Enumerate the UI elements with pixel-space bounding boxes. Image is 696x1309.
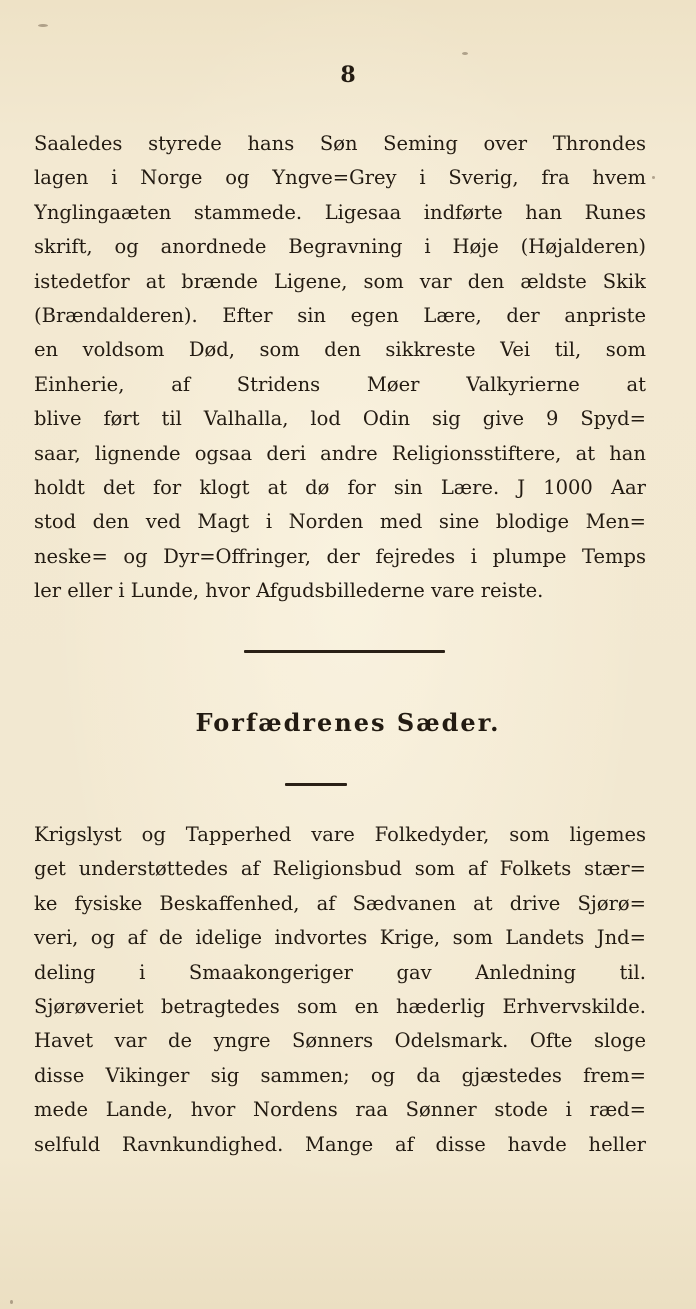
text-line: stod den ved Magt i Norden med sine blodige Men= bbox=[34, 510, 646, 534]
ink-speck bbox=[652, 176, 655, 179]
text-line: Sjørøveriet betragtedes som en hæderlig Erhvervskilde. bbox=[34, 994, 646, 1018]
paragraph-2 bbox=[34, 818, 646, 1162]
text-line: disse Vikinger sig sammen; og da gjæstedes frem= bbox=[34, 1063, 646, 1087]
text-line: Krigslyst og Tapperhed vare Folkedyder, som ligemes bbox=[34, 823, 646, 846]
text-line: skrift, og anordnede Begravning i Høje (Højalderen) bbox=[34, 235, 646, 259]
text-line: mede Lande, hvor Nordens raa Sønner stode i ræd= bbox=[34, 1098, 646, 1122]
text-line: veri, og af de idelige indvortes Krige, som Landets Jnd= bbox=[34, 926, 646, 950]
text-line: lagen i Norge og Yngve=Grey i Sverig, fra hvem bbox=[34, 166, 646, 190]
text-line: holdt det for klogt at dø for sin Lære. J 1000 Aar bbox=[34, 475, 646, 499]
text-line: istedetfor at brænde Ligene, som var den ældste Skik bbox=[34, 269, 646, 293]
divider-rule-short bbox=[285, 783, 347, 786]
text-line: en voldsom Død, som den sikkreste Vei til, som bbox=[34, 338, 646, 362]
text-line: deling i Smaakongeriger gav Anledning til. bbox=[34, 960, 646, 984]
text-line: (Brændalderen). Efter sin egen Lære, der anpriste bbox=[34, 303, 646, 327]
text-line: neske= og Dyr=Offringer, der fejredes i plumpe Temps bbox=[34, 544, 646, 568]
section-heading: Forfædrenes Sæder. bbox=[195, 708, 501, 737]
ink-speck bbox=[38, 24, 48, 27]
ink-speck bbox=[462, 52, 468, 55]
text-line: blive ført til Valhalla, lod Odin sig give 9 Spyd= bbox=[34, 407, 646, 431]
text-line: Einherie, af Stridens Møer Valkyrierne at bbox=[34, 372, 646, 396]
divider-rule bbox=[244, 650, 445, 653]
text-line: get understøttedes af Religionsbud som af Folkets stær= bbox=[34, 857, 646, 881]
ink-speck bbox=[10, 1300, 13, 1304]
text-line: selfuld Ravnkundighed. Mange af disse havde heller bbox=[34, 1132, 646, 1156]
text-line: Havet var de yngre Sønners Odelsmark. Ofte sloge bbox=[34, 1029, 646, 1053]
paragraph-1 bbox=[34, 127, 646, 608]
text-line: ler eller i Lunde, hvor Afgudsbilledernе vare reiste. bbox=[34, 579, 544, 603]
page-number: 8 bbox=[340, 62, 356, 88]
text-line: ke fysiske Beskaffenhed, af Sædvanen at drive Sjørø= bbox=[34, 891, 646, 915]
text-line: Saaledes styrede hans Søn Seming over Throndes bbox=[34, 132, 646, 155]
text-line: saar, lignende ogsaa deri andre Religionsstiftere, at han bbox=[34, 441, 646, 465]
text-line: Ynglingaæten stammede. Ligesaa indførte han Runes bbox=[34, 200, 646, 224]
